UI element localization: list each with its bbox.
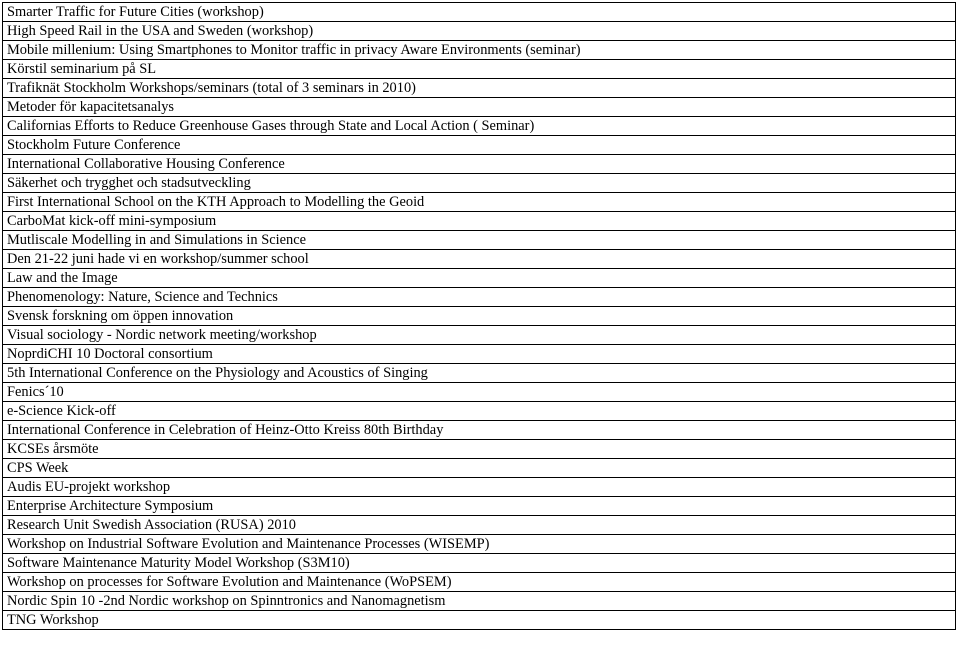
- table-row: [3, 364, 956, 383]
- table-row: [3, 98, 956, 117]
- event-cell: Audis EU-projekt workshop: [3, 478, 956, 497]
- event-cell: International Collaborative Housing Conference: [3, 155, 956, 174]
- event-cell: Californias Efforts to Reduce Greenhouse Gases through State and Local Action ( Seminar): [3, 117, 956, 136]
- table-row: [3, 22, 956, 41]
- table-row: [3, 459, 956, 478]
- table-row: [3, 554, 956, 573]
- table-row: [3, 288, 956, 307]
- event-cell: International Conference in Celebration of Heinz-Otto Kreiss 80th Birthday: [3, 421, 956, 440]
- table-row: [3, 117, 956, 136]
- event-cell: Mutliscale Modelling in and Simulations in Science: [3, 231, 956, 250]
- table-row: [3, 3, 956, 22]
- table-row: [3, 307, 956, 326]
- event-cell: TNG Workshop: [3, 611, 956, 630]
- event-cell: Mobile millenium: Using Smartphones to Monitor traffic in privacy Aware Environments (seminar): [3, 41, 956, 60]
- table-row: [3, 478, 956, 497]
- table-row: [3, 535, 956, 554]
- event-cell: Fenics´10: [3, 383, 956, 402]
- event-cell: Stockholm Future Conference: [3, 136, 956, 155]
- event-cell: Körstil seminarium på SL: [3, 60, 956, 79]
- event-cell: Metoder för kapacitetsanalys: [3, 98, 956, 117]
- table-row: [3, 136, 956, 155]
- table-row: [3, 41, 956, 60]
- table-row: [3, 440, 956, 459]
- table-row: [3, 592, 956, 611]
- event-cell: Trafiknät Stockholm Workshops/seminars (total of 3 seminars in 2010): [3, 79, 956, 98]
- event-cell: Smarter Traffic for Future Cities (workshop): [3, 3, 956, 22]
- event-cell: 5th International Conference on the Physiology and Acoustics of Singing: [3, 364, 956, 383]
- events-table-body: [3, 3, 956, 630]
- table-row: [3, 326, 956, 345]
- table-row: [3, 193, 956, 212]
- event-cell: First International School on the KTH Approach to Modelling the Geoid: [3, 193, 956, 212]
- table-row: [3, 250, 956, 269]
- table-row: [3, 497, 956, 516]
- table-row: [3, 573, 956, 592]
- table-row: [3, 231, 956, 250]
- table-row: [3, 60, 956, 79]
- event-cell: High Speed Rail in the USA and Sweden (workshop): [3, 22, 956, 41]
- event-cell: CPS Week: [3, 459, 956, 478]
- table-row: [3, 611, 956, 630]
- event-cell: Visual sociology - Nordic network meeting/workshop: [3, 326, 956, 345]
- table-row: [3, 79, 956, 98]
- event-cell: Law and the Image: [3, 269, 956, 288]
- events-table: [2, 2, 956, 630]
- event-cell: Workshop on Industrial Software Evolution and Maintenance Processes (WISEMP): [3, 535, 956, 554]
- table-row: [3, 155, 956, 174]
- event-cell: Den 21-22 juni hade vi en workshop/summer school: [3, 250, 956, 269]
- table-row: [3, 212, 956, 231]
- event-cell: Nordic Spin 10 -2nd Nordic workshop on Spinntronics and Nanomagnetism: [3, 592, 956, 611]
- event-cell: Enterprise Architecture Symposium: [3, 497, 956, 516]
- event-cell: Phenomenology: Nature, Science and Technics: [3, 288, 956, 307]
- event-cell: Svensk forskning om öppen innovation: [3, 307, 956, 326]
- table-row: [3, 421, 956, 440]
- event-cell: Workshop on processes for Software Evolution and Maintenance (WoPSEM): [3, 573, 956, 592]
- table-row: [3, 383, 956, 402]
- event-cell: CarboMat kick-off mini-symposium: [3, 212, 956, 231]
- table-row: [3, 516, 956, 535]
- event-cell: Research Unit Swedish Association (RUSA) 2010: [3, 516, 956, 535]
- table-row: [3, 345, 956, 364]
- table-row: [3, 174, 956, 193]
- event-cell: NoprdiCHI 10 Doctoral consortium: [3, 345, 956, 364]
- table-row: [3, 269, 956, 288]
- event-cell: Säkerhet och trygghet och stadsutveckling: [3, 174, 956, 193]
- event-cell: Software Maintenance Maturity Model Workshop (S3M10): [3, 554, 956, 573]
- event-cell: KCSEs årsmöte: [3, 440, 956, 459]
- event-cell: e-Science Kick-off: [3, 402, 956, 421]
- table-row: [3, 402, 956, 421]
